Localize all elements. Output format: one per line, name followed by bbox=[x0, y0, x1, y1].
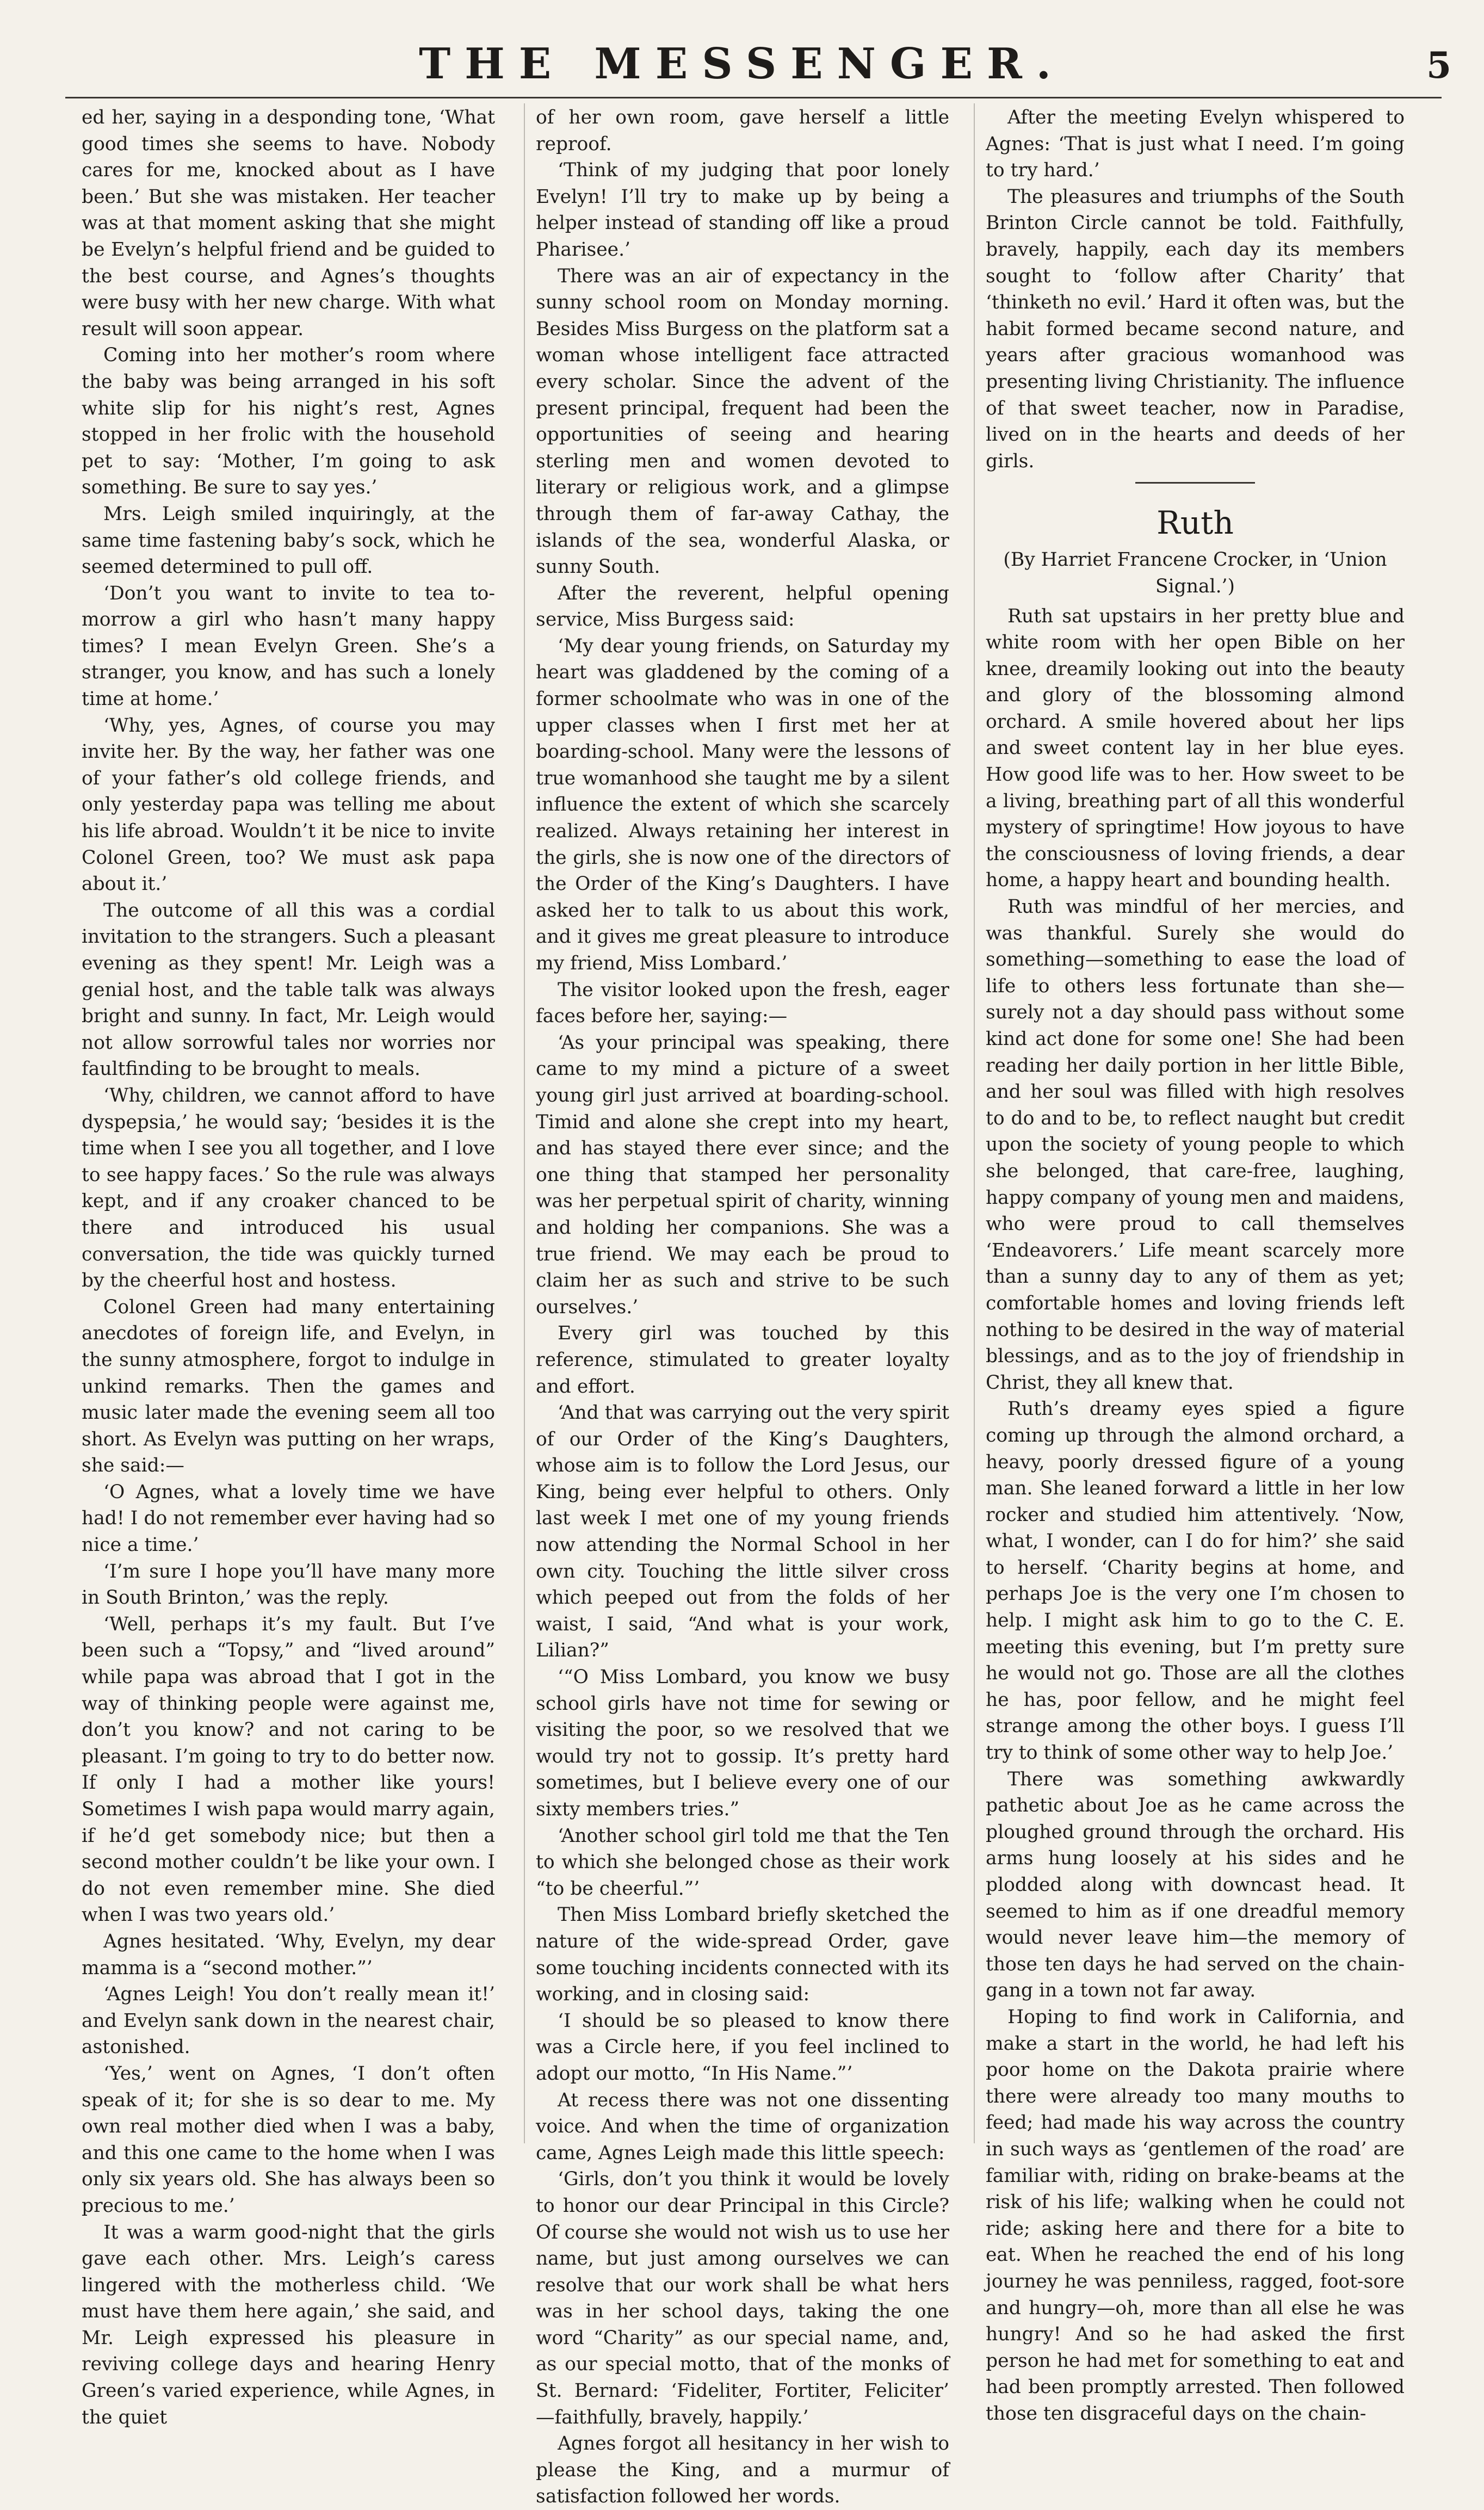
paragraph: ‘Another school girl told me that the Ten to which she belonged chose as their work “to be cheerful.”’ bbox=[536, 1825, 949, 1900]
paragraph: The pleasures and triumphs of the South Brinton Circle cannot be told. Faithfully, bravely, happily, each day its members sought to ‘follow after Charity’ that ‘thinketh no evil.’ Hard it often was, but the habit formed became second nature, and years after gracious womanhood was presenting living Christianity. The influence of that sweet teacher, now in Paradise, lived on in the hearts and deeds of her girls. bbox=[986, 186, 1405, 472]
paragraph: ‘O Agnes, what a lovely time we have had! I do not remember ever having had so nice a time.’ bbox=[82, 1481, 495, 1556]
paragraph: After the reverent, helpful opening service, Miss Burgess said: bbox=[536, 582, 949, 631]
paragraph: ‘Well, perhaps it’s my fault. But I’ve been such a “Topsy,” and “lived around” while papa was abroad that I got in the way of thinking people were against me, don’t you know? and not caring to be pleasant. I’m going to try to do better now. If only I had a mother like yours! Sometimes I wish papa would marry again, if he’d get somebody nice; but then a second mother couldn’t be like your own. I do not even remember mine. She died when I was two years old.’ bbox=[82, 1613, 495, 1926]
paragraph: Hoping to find work in California, and make a start in the world, he had left his poor home on the Dakota prairie where there were already too many mouths to feed; had made his way across the country in such ways as ‘gentlemen of the road’ are familiar with, riding on brake-beams at the risk of his life; walking when he could not ride; asking here and there for a bite to eat. When he reached the end of his long journey he was penniless, ragged, foot-sore and hungry—oh, more than all else he was hungry! And so he had asked the first person he had met for something to eat and had been promptly arrested. Then followed those ten disgraceful days on the chain- bbox=[986, 2006, 1405, 2425]
paragraph: ‘I should be so pleased to know there was a Circle here, if you feel inclined to adopt our motto, “In His Name.”’ bbox=[536, 2010, 949, 2085]
paragraph: It was a warm good-night that the girls gave each other. Mrs. Leigh’s caress lingered with the motherless child. ‘We must have them here again,’ she said, and Mr. Leigh expressed his pleasure in reviving college days and hearing Henry Green’s varied experience, while Agnes, in the quiet bbox=[82, 2221, 495, 2428]
paragraph: ‘And that was carrying out the very spirit of our Order of the King’s Daughters, whose aim is to follow the Lord Jesus, our King, being ever helpful to others. Only last week I met one of my young friends now attending the Normal School in her own city. Touching the little silver cross which peeped out from the folds of her waist, I said, “And what is your work, Lilian?” bbox=[536, 1402, 949, 1662]
paragraph: ‘Why, yes, Agnes, of course you may invite her. By the way, her father was one of your father’s old college friends, and only yesterday papa was telling me about his life abroad. Wouldn’t it be nice to invite Colonel Green, too? We must ask papa about it.’ bbox=[82, 714, 495, 895]
paragraph: Colonel Green had many entertaining anecdotes of foreign life, and Evelyn, in the sunny atmosphere, forgot to indulge in unkind remarks. Then the games and music later made the evening seem all too short. As Evelyn was putting on her wraps, she said:— bbox=[82, 1296, 495, 1477]
paragraph: ‘Think of my judging that poor lonely Evelyn! I’ll try to make up by being a helper instead of standing off like a proud Pharisee.’ bbox=[536, 159, 949, 261]
paragraph: Agnes forgot all hesitancy in her wish to please the King, and a murmur of satisfaction followed her words. bbox=[536, 2433, 949, 2508]
paragraph: Ruth sat upstairs in her pretty blue and white room with her open Bible on her knee, dreamily looking out into the beauty and glory of the blossoming almond orchard. A smile hovered about her lips and sweet content lay in her blue eyes. How good life was to her. How sweet to be a living, breathing part of all this wonderful mystery of springtime! How joyous to have the consciousness of loving friends, a dear home, a happy heart and bounding health. bbox=[986, 605, 1405, 892]
paragraph: ‘Agnes Leigh! You don’t really mean it!’ and Evelyn sank down in the nearest chair, astonished. bbox=[82, 1983, 495, 2058]
masthead bbox=[0, 32, 1484, 97]
column-1 bbox=[82, 104, 495, 2431]
paragraph: ‘“O Miss Lombard, you know we busy school girls have not time for sewing or visiting the poor, so we resolved that we would try not to gossip. It’s pretty hard sometimes, but I believe every one of our sixty members tries.” bbox=[536, 1666, 949, 1820]
paragraph: After the meeting Evelyn whispered to Agnes: ‘That is just what I need. I’m going to try hard.’ bbox=[986, 107, 1405, 182]
paragraph: ed her, saying in a desponding tone, ‘What good times she seems to have. Nobody cares for me, knocked about as I have been.’ But she was mistaken. Her teacher was at that moment asking that she might be Evelyn’s helpful friend and be guided to the best course, and Agnes’s thoughts were busy with her new charge. With what result will soon appear. bbox=[82, 107, 495, 340]
paragraph: Coming into her mother’s room where the baby was being arranged in his soft white slip for his night’s rest, Agnes stopped in her frolic with the household pet to say: ‘Mother, I’m going to ask something. Be sure to say yes.’ bbox=[82, 344, 495, 499]
paragraph: ‘Girls, don’t you think it would be lovely to honor our dear Principal in this Circle? Of course she would not wish us to use her name, but just among ourselves we can resolve that our work shall be what hers was in her school days, taking the one word “Charity” as our special name, and, as our special motto, that of the monks of St. Bernard: ‘Fideliter, Fortiter, Feliciter’ —faithfully, bravely, happily.’ bbox=[536, 2168, 949, 2428]
paragraph: Mrs. Leigh smiled inquiringly, at the same time fastening baby’s sock, which he seemed determined to pull off. bbox=[82, 503, 495, 578]
paragraph: Agnes hesitated. ‘Why, Evelyn, my dear mamma is a “second mother.”’ bbox=[82, 1930, 495, 1979]
paragraph: ‘Yes,’ went on Agnes, ‘I don’t often speak of it; for she is so dear to me. My own real mother died when I was a baby, and this one came to the home when I was only six years old. She has always been so precious to me.’ bbox=[82, 2062, 495, 2217]
column-divider bbox=[524, 103, 525, 2143]
article-heading: Ruth bbox=[1157, 504, 1234, 542]
paragraph: Ruth was mindful of her mercies, and was thankful. Surely she would do something—something to ease the load of life to others less fortunate than she—surely not a day should pass without some kind act done for some one! She had been reading her daily portion in her little Bible, and her soul was filled with high resolves to do and to be, to reflect naught but credit upon the society of young people to which she belonged, that care-free, laughing, happy company of young men and maidens, who were proud to call themselves ‘Endeavorers.’ Life meant scarcely more than a sunny day to any of them as yet; comfortable homes and loving friends left nothing to be desired in the way of material blessings, and as to the joy of friendship in Christ, they all knew that. bbox=[986, 896, 1405, 1394]
column-3 bbox=[986, 104, 1405, 2427]
paragraph: of her own room, gave herself a little reproof. bbox=[536, 107, 949, 155]
column-2 bbox=[536, 104, 949, 2510]
header-rule bbox=[65, 97, 1442, 98]
paragraph: ‘Why, children, we cannot afford to have dyspepsia,’ he would say; ‘besides it is the time when I see you all together, and I love to see happy faces.’ So the rule was always kept, and if any croaker chanced to be there and introduced his usual conversation, the tide was quickly turned by the cheerful host and hostess. bbox=[82, 1084, 495, 1292]
paragraph: Ruth’s dreamy eyes spied a figure coming up through the almond orchard, a heavy, poorly dressed figure of a young man. She leaned forward a little in her low rocker and studied him attentively. ‘Now, what, I wonder, can I do for him?’ she said to herself. ‘Charity begins at home, and perhaps Joe is the very one I’m chosen to help. I might ask him to go to the C. E. meeting this evening, but I’m pretty sure he would not go. Those are all the clothes he has, poor fellow, and he might feel strange among the other boys. I guess I’ll try to think of some other way to help Joe.’ bbox=[986, 1398, 1405, 1764]
article-byline: (By Harriet Francene Crocker, in ‘Union Signal.’) bbox=[1003, 549, 1387, 597]
paragraph: The outcome of all this was a cordial invitation to the strangers. Such a pleasant evening as they spent! Mr. Leigh was a genial host, and the table talk was always bright and sunny. In fact, Mr. Leigh would not allow sorrowful tales nor worries nor faultfinding to be brought to meals. bbox=[82, 899, 495, 1080]
page-number: 5 bbox=[1426, 44, 1451, 86]
paragraph: The visitor looked upon the fresh, eager faces before her, saying:— bbox=[536, 979, 949, 1028]
paragraph: ‘I’m sure I hope you’ll have many more in South Brinton,’ was the reply. bbox=[82, 1560, 495, 1609]
paragraph: Every girl was touched by this reference, stimulated to greater loyalty and effort. bbox=[536, 1322, 949, 1398]
paragraph: Then Miss Lombard briefly sketched the nature of the wide-spread Order, gave some touching incidents connected with its working, and in closing said: bbox=[536, 1904, 949, 2006]
paragraph: There was an air of expectancy in the sunny school room on Monday morning. Besides Miss Burgess on the platform sat a woman whose intelligent face attracted every scholar. Since the advent of the present principal, frequent had been the opportunities of seeing and hearing sterling men and women devoted to literary or religious work, and a glimpse through them of far-away Cathay, the islands of the sea, wonderful Alaska, or sunny South. bbox=[536, 265, 949, 578]
paragraph: There was something awkwardly pathetic about Joe as he came across the ploughed ground through the orchard. His arms hung loosely at his sides and he plodded along with downcast head. It seemed to him as if one dreadful memory would never leave him—the memory of those ten days he had served on the chain-gang in a town not far away. bbox=[986, 1768, 1405, 2002]
paragraph: ‘My dear young friends, on Saturday my heart was gladdened by the coming of a former schoolmate who was in one of the upper classes when I first met her at boarding-school. Many were the lessons of true womanhood she taught me by a silent influence the extent of which she scarcely realized. Always retaining her interest in the girls, she is now one of the directors of the Order of the King’s Daughters. I have asked her to talk to us about this work, and it gives me great pleasure to introduce my friend, Miss Lombard.’ bbox=[536, 635, 949, 974]
newspaper-title: THE MESSENGER. bbox=[419, 39, 1065, 89]
paragraph: ‘As your principal was speaking, there came to my mind a picture of a sweet young girl just arrived at boarding-school. Timid and alone she crept into my heart, and has stayed there ever since; and the one thing that stamped her personality was her perpetual spirit of charity, winning and holding her companions. She was a true friend. We may each be proud to claim her as such and strive to be such ourselves.’ bbox=[536, 1031, 949, 1318]
column-divider bbox=[974, 103, 975, 2143]
paragraph: At recess there was not one dissenting voice. And when the time of organization came, Agnes Leigh made this little speech: bbox=[536, 2089, 949, 2164]
section-rule bbox=[1135, 482, 1255, 484]
paragraph: ‘Don’t you want to invite to tea to-morrow a girl who hasn’t many happy times? I mean Evelyn Green. She’s a stranger, you know, and has such a lonely time at home.’ bbox=[82, 582, 495, 710]
